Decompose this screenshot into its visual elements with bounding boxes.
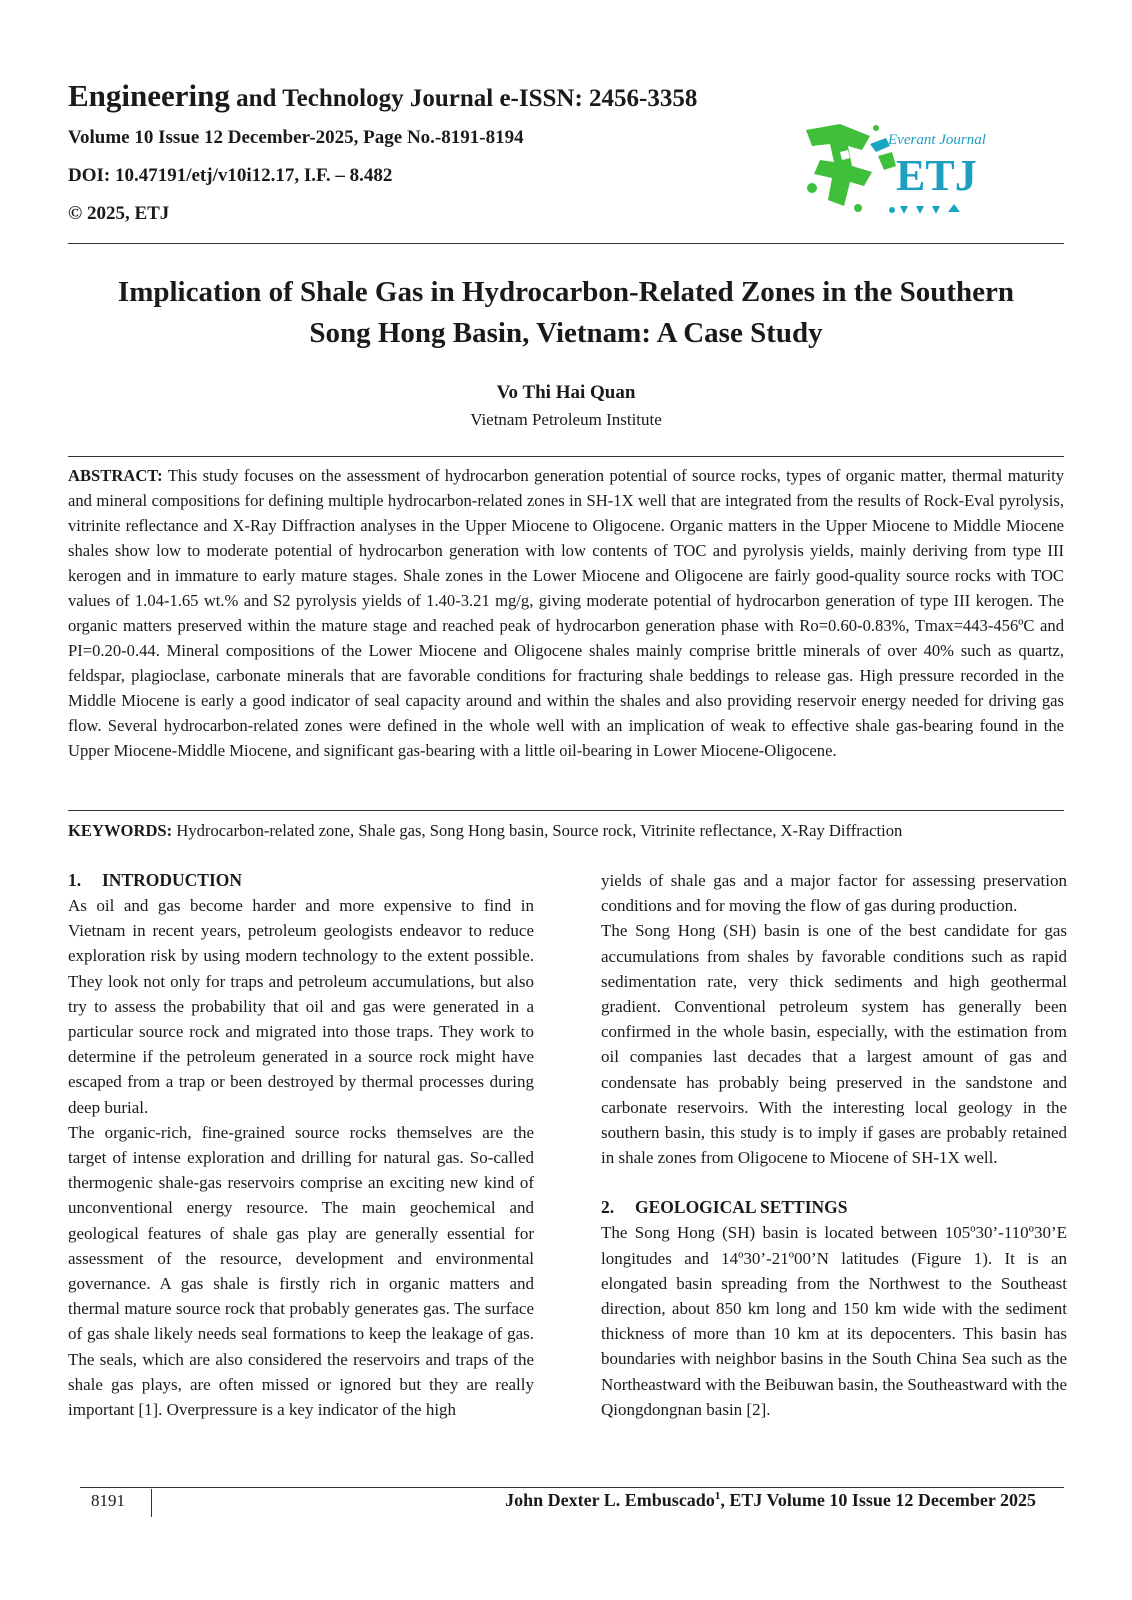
paragraph: yields of shale gas and a major factor for assessing preservation conditions and for moving the flow of gas during production. — [601, 871, 1067, 916]
section-number: 1. — [68, 870, 82, 890]
keywords-text: Hydrocarbon-related zone, Shale gas, Song Hong basin, Source rock, Vitrinite reflectance, X-Ray Diffraction — [172, 821, 903, 840]
header-divider — [68, 243, 1064, 244]
abstract-label: ABSTRACT: — [68, 466, 163, 485]
author-affiliation: Vietnam Petroleum Institute — [470, 410, 662, 429]
page-number: 8191 — [91, 1491, 125, 1510]
body-column-left — [68, 868, 534, 1422]
paper-title-line-1: Implication of Shale Gas in Hydrocarbon-Related Zones in the Southern — [117, 276, 1015, 308]
paragraph: As oil and gas become harder and more expensive to find in Vietnam in recent years, petroleum geologists endeavor to reduce exploration risk by using modern technology to the extent possible. They look not only for traps and petroleum accumulations, but also try to assess the probability that oil and gas were generated in a particular source rock and migrated into those traps. They work to determine if the petroleum generated in a source rock might have escaped from a trap or been destroyed by thermal processes during deep burial. — [68, 896, 534, 1117]
keywords-label: KEYWORDS: — [68, 821, 173, 840]
abstract-top-divider — [68, 456, 1064, 457]
footer-divider — [80, 1487, 1064, 1488]
author-name: Vo Thi Hai Quan — [496, 382, 636, 403]
keywords — [68, 818, 1064, 843]
logo-tagline: Everant Journal — [888, 132, 986, 148]
paragraph: The organic-rich, fine-grained source rocks themselves are the target of intense exploration and drilling for natural gas. So-called thermogenic shale-gas reservoirs comprise an exciting new kind of unconventional energy resource. The main geochemical and geological features of shale gas play are generally essential for assessment of the resource, development and environmental governance. A gas shale is firstly rich in organic matters and thermal mature source rock that probably generates gas. The surface of gas shale likely needs seal formations to keep the leakage of gas. The seals, which are also considered the reservoirs and traps of the shale gas plays, are often missed or ignored but they are really important [1]. Overpressure is a key indicator of the high — [68, 1122, 534, 1420]
footer-author: John Dexter L. Embuscado — [505, 1490, 715, 1510]
logo-letters: ETJ — [896, 151, 977, 200]
footer-journal: , ETJ Volume 10 Issue 12 December 2025 — [720, 1490, 1036, 1510]
section-number: 2. — [601, 1197, 615, 1218]
everant-etj-logo-icon — [800, 116, 1026, 228]
paragraph: The Song Hong (SH) basin is one of the best candidate for gas accumulations from shales by favorable conditions such as rapid sedimentation rate, very thick sediments and high geothermal gradient. Conventional petroleum system has generally been confirmed in the whole basin, especially, with the estimation from oil companies last decades that a largest amount of gas and condensate has probably being preserved in the sandstone and carbonate reservoirs. With the interesting local geology in the southern basin, this study is to imply if gases are probably retained in shale zones from Oligocene to Miocene of SH-1X well. — [601, 921, 1067, 1168]
footer-separator — [151, 1489, 152, 1517]
section-title: GEOLOGICAL SETTINGS — [635, 1197, 848, 1218]
keywords-divider — [68, 810, 1064, 811]
doi-line: DOI: 10.47191/etj/v10i12.17, I.F. – 8.482 — [68, 165, 393, 186]
body-column-right — [601, 868, 1067, 1422]
journal-title — [68, 76, 768, 119]
footer-citation — [505, 1490, 1036, 1511]
section-heading-geological-settings — [601, 1195, 1067, 1220]
journal-header — [68, 76, 768, 233]
journal-name-lead: Engineering — [68, 78, 230, 113]
abstract-text: This study focuses on the assessment of hydrocarbon generation potential of source rocks, types of organic matter, thermal maturity and mineral compositions for defining multiple hydrocarbon-related zones in SH-1X well that are integrated from the results of Rock-Eval pyrolysis, vitrinite reflectance and X-Ray Diffraction analyses in the Upper Miocene to Oligocene. Organic matters in the Upper Miocene to Middle Miocene shales show low to moderate potential of hydrocarbon generation with low contents of TOC and pyrolysis yields, mainly deriving from type III kerogen and in immature to early mature stages. Shale zones in the Lower Miocene and Oligocene are fairly good-quality source rocks with TOC values of 1.04-1.65 wt.% and S2 pyrolysis yields of 1.40-3.21 mg/g, giving moderate potential of hydrocarbon generation of type III kerogen. The organic matters preserved within the mature stage and reached peak of hydrocarbon generation phase with Ro=0.60-0.83%, Tmax=443-456ºC and PI=0.20-0.44. Mineral compositions of the Lower Miocene and Oligocene shales mainly comprise brittle minerals of over 40% such as quartz, feldspar, plagioclase, carbonate minerals that are favorable conditions for fracturing shale beddings to release gas. High pressure recorded in the Middle Miocene is early a good indicator of seal capacity around and within the shales and also providing reservoir energy needed for driving gas flow. Several hydrocarbon-related zones were defined in the whole well with an implication of weak to effective shale gas-bearing found in the Upper Miocene-Middle Miocene, and significant gas-bearing with a little oil-bearing in Lower Miocene-Oligocene. — [68, 466, 1064, 760]
section-title: INTRODUCTION — [102, 870, 243, 890]
section-heading-introduction — [68, 868, 534, 893]
abstract — [68, 463, 1064, 763]
footer-author-sup: 1 — [714, 1490, 721, 1502]
paper-title — [68, 272, 1064, 354]
paper-title-line-2: Song Hong Basin, Vietnam: A Case Study — [309, 317, 823, 349]
journal-issn: e-ISSN: 2456-3358 — [493, 85, 698, 112]
copyright-line: © 2025, ETJ — [68, 203, 170, 224]
paragraph: The Song Hong (SH) basin is located between 105º30’-110º30’E longitudes and 14º30’-21º00’N latitudes (Figure 1). It is an elongated basin spreading from the Northwest to the Southeast direction, about 850 km long and 150 km wide with the sediment thickness of more than 10 km at its depocenters. This basin has boundaries with neighbor basins in the South China Sea such as the Northeastward with the Beibuwan basin, the Southeastward with the Qiongdongnan basin [2]. — [601, 1223, 1067, 1419]
volume-line: Volume 10 Issue 12 December-2025, Page No.-8191-8194 — [68, 127, 524, 148]
journal-name-rest: and Technology Journal — [229, 85, 494, 112]
